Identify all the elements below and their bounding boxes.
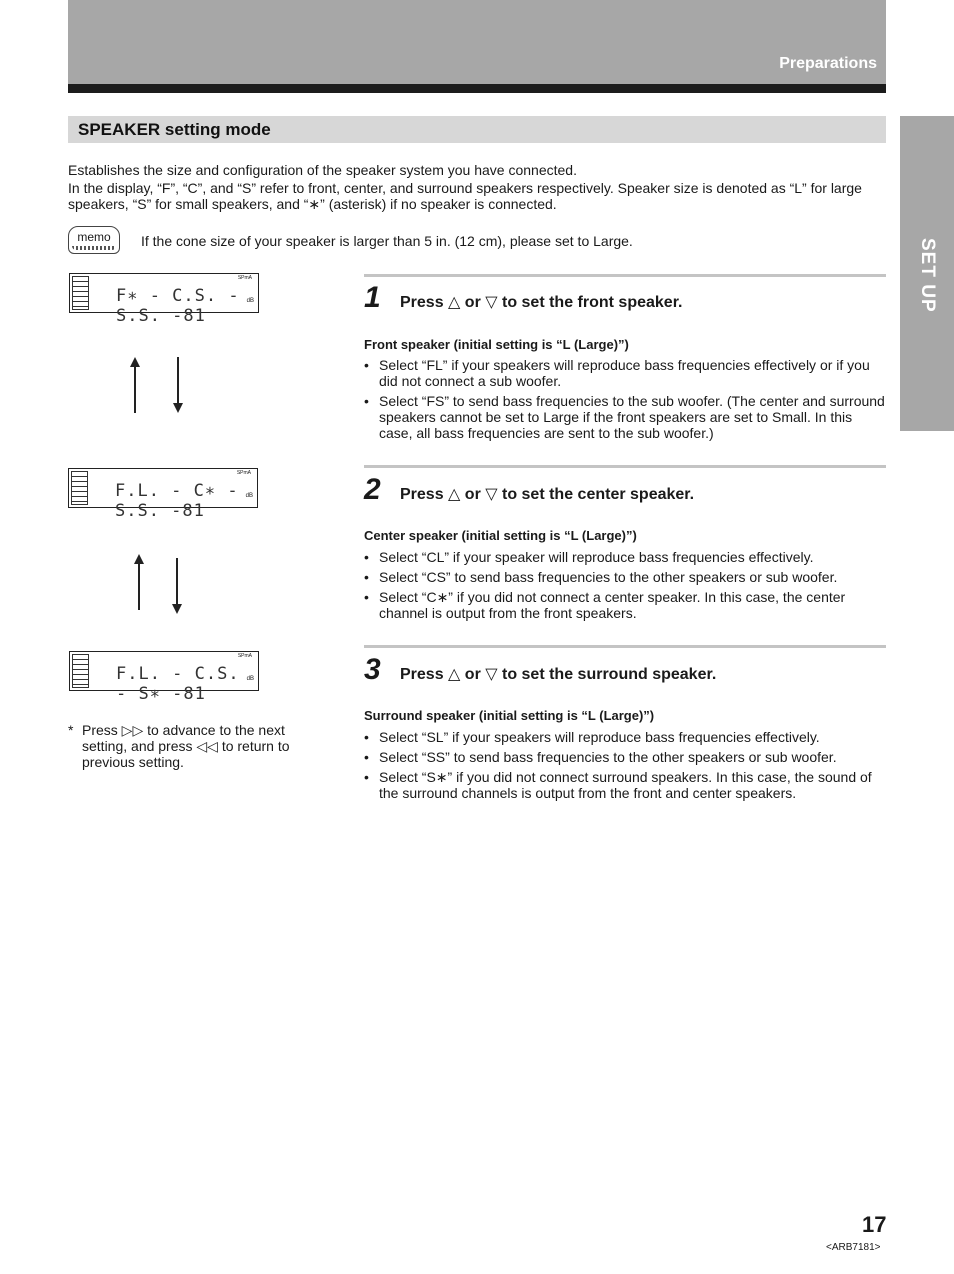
step-heading: Press △ or ▽ to set the center speaker. (400, 486, 695, 503)
step-heading: Press △ or ▽ to set the surround speaker. (400, 666, 717, 683)
footnote-text: Press ▷▷ to advance to the next setting, and press ◁◁ to return to previous setting. (82, 722, 290, 770)
memo-icon-label: memo (77, 230, 111, 244)
arrow-down-icon (176, 558, 178, 612)
arrow-down-icon (177, 357, 179, 411)
list-item: • Select “CL” if your speaker will reproduce bass frequencies effectively. (364, 549, 814, 565)
step-number: 1 (364, 281, 381, 314)
step-divider (364, 465, 886, 468)
display-unit: dB (246, 298, 254, 304)
display-readout: F∗ - C.S. - S.S. -81 (116, 286, 240, 326)
step-divider (364, 645, 886, 648)
list-item: • Select “SL” if your speakers will reproduce bass frequencies effectively. (364, 729, 820, 745)
display-surround: SPmA F.L. - C.S. - S∗ -81 dB (69, 651, 259, 691)
list-item: • Select “S∗” if you did not connect surround speakers. In this case, the sound of the surround channels is output from the front and center speakers. (364, 769, 872, 801)
page-title: SPEAKER setting mode (78, 120, 271, 139)
intro-line-2: In the display, “F”, “C”, and “S” refer to front, center, and surround speakers respectively. Speaker size is denoted as “L” for large speakers, “S” for small speakers, and “∗” (asterisk) if no speaker is connected. (68, 180, 862, 212)
step-subheading: Front speaker (initial setting is “L (Large)”) (364, 337, 629, 352)
side-tab (900, 116, 954, 431)
display-readout: F.L. - C∗ - S.S. -81 (115, 481, 239, 521)
step-bullets (364, 357, 886, 445)
side-tab-label: SET UP (917, 238, 938, 313)
intro-line-1: Establishes the size and configuration of the speaker system you have connected. (68, 162, 577, 178)
step-subheading: Surround speaker (initial setting is “L (Large)”) (364, 708, 655, 723)
step-number: 2 (364, 473, 381, 506)
step-subheading: Center speaker (initial setting is “L (Large)”) (364, 528, 637, 543)
step-bullets (364, 549, 886, 625)
section-label: Preparations (779, 55, 877, 72)
step-heading: Press △ or ▽ to set the front speaker. (400, 294, 683, 311)
display-unit: dB (246, 676, 254, 682)
memo-icon (68, 226, 120, 254)
display-unit: dB (245, 493, 253, 499)
list-item: • Select “FL” if your speakers will reproduce bass frequencies effectively or if you did not connect a sub woofer. (364, 357, 870, 389)
header-rule (68, 84, 886, 93)
arrow-up-icon (134, 359, 136, 413)
display-readout: F.L. - C.S. - S∗ -81 (116, 664, 240, 704)
arrow-up-icon (138, 556, 140, 610)
memo-text: If the cone size of your speaker is larger than 5 in. (12 cm), please set to Large. (141, 233, 633, 249)
footnote-star: * (68, 722, 74, 738)
display-front: SPmA F∗ - C.S. - S.S. -81 dB (69, 273, 259, 313)
step-divider (364, 274, 886, 277)
header-band (68, 0, 886, 84)
list-item: • Select “CS” to send bass frequencies to the other speakers or sub woofer. (364, 569, 838, 585)
title-bar (68, 116, 886, 143)
page-number: 17 (862, 1212, 887, 1237)
step-number: 3 (364, 653, 381, 686)
display-center: SPmA F.L. - C∗ - S.S. -81 dB (68, 468, 258, 508)
doc-code: <ARB7181> (826, 1242, 881, 1253)
step-bullets (364, 729, 886, 805)
list-item: • Select “FS” to send bass frequencies to the sub woofer. (The center and surround speakers cannot be set to Large if the front speakers are set to Small. In this case, all bass frequencies are sent to the sub woofer.) (364, 393, 885, 441)
list-item: • Select “C∗” if you did not connect a center speaker. In this case, the center channel is output from the front speakers. (364, 589, 846, 621)
list-item: • Select “SS” to send bass frequencies to the other speakers or sub woofer. (364, 749, 837, 765)
